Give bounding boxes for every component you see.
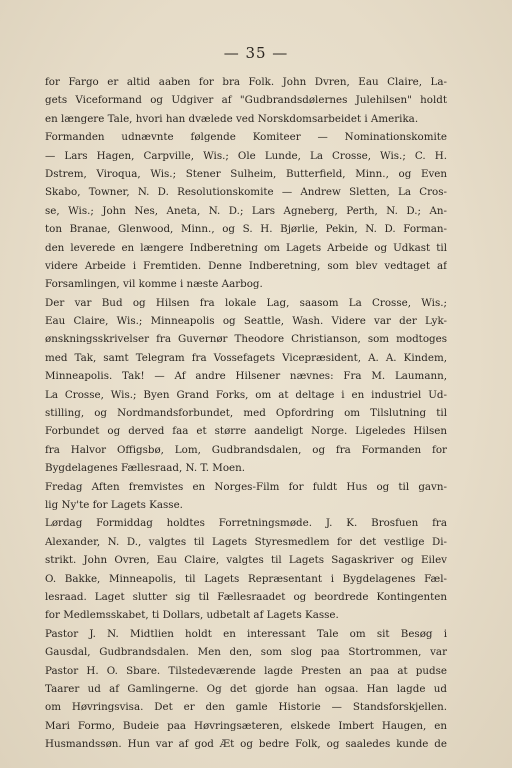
text-line: se, Wis.; John Nes, Aneta, N. D.; Lars Agneberg, Perth, N. D.; An- xyxy=(45,204,447,217)
body-text xyxy=(45,73,447,753)
text-line: Bygdelagenes Fællesraad, N. T. Moen. xyxy=(45,462,246,475)
text-line: Pastor H. O. Sbare. Tilstedeværende lagde Presten an paa at pudse xyxy=(45,664,447,677)
text-line: ton Branae, Glenwood, Minn., og S. H. Bjørlie, Pekin, N. D. Forman- xyxy=(45,223,447,236)
page-number: — 35 — xyxy=(223,44,289,62)
text-line: Husmandssøn. Hun var af god Æt og bedre Folk, og saaledes kunde de xyxy=(45,738,447,751)
text-line: Mari Formo, Budeie paa Høvringsæteren, elskede Imbert Haugen, en xyxy=(45,719,447,732)
text-line: stilling, og Nordmandsforbundet, med Opfordring om Tilslutning til xyxy=(45,407,447,420)
text-line: Alexander, N. D., valgtes til Lagets Styresmedlem for det vestlige Di- xyxy=(45,535,447,548)
text-line: Der var Bud og Hilsen fra lokale Lag, saasom La Crosse, Wis.; xyxy=(45,296,447,309)
text-line: strikt. John Ovren, Eau Claire, valgtes til Lagets Sagaskriver og Eilev xyxy=(45,554,447,567)
text-line: — Lars Hagen, Carpville, Wis.; Ole Lunde, La Crosse, Wis.; C. H. xyxy=(45,149,447,162)
text-line: Fredag Aften fremvistes en Norges-Film for fuldt Hus og til gavn- xyxy=(45,480,447,493)
text-line: en længere Tale, hvori han dvælede ved Norskdomsarbeidet i Amerika. xyxy=(45,112,419,125)
text-line: fra Halvor Offigsbø, Lom, Gudbrandsdalen, og fra Formanden for xyxy=(45,443,447,456)
text-line: for Medlemsskabet, ti Dollars, udbetalt af Lagets Kasse. xyxy=(45,609,339,622)
text-line: Taarer ud af Gamlingerne. Og det gjorde han ogsaa. Han lagde ud xyxy=(45,682,447,695)
text-line: Forsamlingen, vil komme i næste Aarbog. xyxy=(45,278,263,291)
text-line: Eau Claire, Wis.; Minneapolis og Seattle, Wash. Videre var der Lyk- xyxy=(45,315,447,328)
text-line: lig Ny'te for Lagets Kasse. xyxy=(45,498,183,511)
text-line: videre Arbeide i Fremtiden. Denne Indberetning, som blev vedtaget af xyxy=(45,259,447,272)
text-line: Minneapolis. Tak! — Af andre Hilsener nævnes: Fra M. Laumann, xyxy=(45,370,447,383)
text-line: Skabo, Towner, N. D. Resolutionskomite — Andrew Sletten, La Cros- xyxy=(45,186,447,199)
text-line: Formanden udnævnte følgende Komiteer — Nominationskomite xyxy=(45,131,447,144)
text-line: ønskningsskrivelser fra Guvernør Theodore Christianson, som modtoges xyxy=(45,333,447,346)
text-line: O. Bakke, Minneapolis, til Lagets Repræsentant i Bygdelagenes Fæl- xyxy=(45,572,447,585)
text-line: Gausdal, Gudbrandsdalen. Men den, som slog paa Stortrommen, var xyxy=(45,646,447,659)
text-line: gets Viceformand og Udgiver af "Gudbrandsdølernes Julehilsen" holdt xyxy=(45,94,447,107)
text-line: Pastor J. N. Midtlien holdt en interessant Tale om sit Besøg i xyxy=(45,627,447,640)
text-line: om Høvringsvisa. Det er den gamle Historie — Standsforskjellen. xyxy=(45,701,447,714)
text-line: Dstrem, Viroqua, Wis.; Stener Sulheim, Butterfield, Minn., og Even xyxy=(45,167,447,180)
text-line: Forbundet og derved faa et større aandeligt Norge. Ligeledes Hilsen xyxy=(45,425,447,438)
text-line: Lørdag Formiddag holdtes Forretningsmøde. J. K. Brosfuen fra xyxy=(45,517,447,530)
text-line: den leverede en længere Indberetning om Lagets Arbeide og Udkast til xyxy=(45,241,447,254)
text-line: med Tak, samt Telegram fra Vossefagets Vicepræsident, A. A. Kindem, xyxy=(45,351,447,364)
text-line: for Fargo er altid aaben for bra Folk. John Dvren, Eau Claire, La- xyxy=(45,76,447,88)
text-line: lesraad. Laget slutter sig til Fællesraadet og beordrede Kontingenten xyxy=(45,590,447,603)
text-line: La Crosse, Wis.; Byen Grand Forks, om at deltage i en industriel Ud- xyxy=(45,388,447,401)
